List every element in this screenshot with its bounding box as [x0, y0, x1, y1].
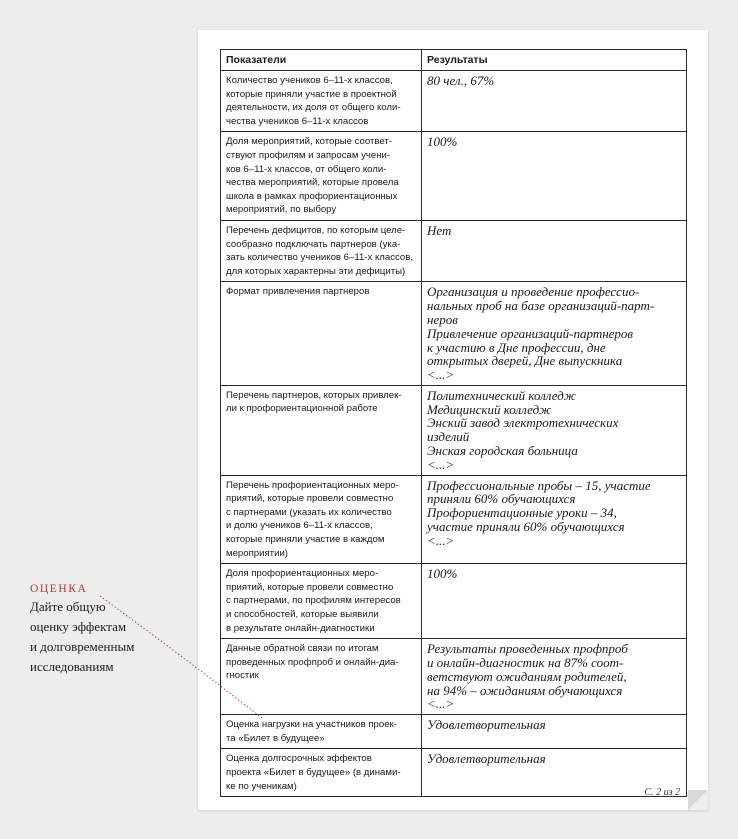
results-table: [220, 49, 687, 797]
page-corner-fold: [688, 790, 708, 810]
column-header-results: Результаты: [422, 50, 687, 71]
indicator-text: мероприятий, по выбору: [226, 204, 337, 216]
indicator-text: Перечень дефицитов, по которым целе-: [226, 224, 406, 236]
result-text: Привлечение организаций-партнеров: [427, 325, 634, 341]
table-header-row: [221, 50, 687, 71]
result-cell: [422, 475, 687, 564]
result-text: открытых дверей, Дне выпускника: [427, 353, 623, 369]
result-text: Энский завод электротехнических: [427, 415, 619, 431]
indicator-text: гностик: [226, 670, 259, 682]
result-text: Удовлетворительная: [427, 751, 546, 767]
sidenote-line: и долговременным: [30, 639, 135, 654]
indicator-text: с партнерами (указать их количество: [226, 506, 392, 518]
indicator-text: для которых характерны эти дефициты): [226, 265, 406, 277]
result-cell: [422, 71, 687, 132]
result-text: 80 чел., 67%: [427, 73, 495, 88]
indicator-text: приятий, которые провели совместно: [226, 581, 394, 593]
result-text: к участию в Дне профессии, дне: [427, 339, 606, 355]
indicator-cell: [221, 564, 422, 639]
result-text: Профориентационные уроки – 34,: [427, 505, 617, 521]
indicator-text: та «Билет в будущее»: [226, 732, 325, 744]
result-cell: [422, 639, 687, 715]
sidenote-line: Дайте общую: [30, 599, 106, 614]
table-row: [221, 282, 687, 386]
result-text: участие приняли 60% обучающихся: [427, 519, 625, 535]
table-row: [221, 132, 687, 221]
result-cell: [422, 385, 687, 475]
indicator-text: чества учеников 6–11-х классов: [226, 115, 369, 127]
result-text: 100%: [427, 134, 458, 150]
indicator-cell: [221, 475, 422, 564]
result-text: Политехнический колледж: [427, 387, 576, 403]
sidenote-title: ОЦЕНКА: [30, 583, 88, 595]
indicator-cell: [221, 385, 422, 475]
indicator-text: Перечень партнеров, которых привлек-: [226, 389, 402, 401]
indicator-text: Доля мероприятий, которые соответ-: [226, 136, 392, 148]
result-cell: [422, 220, 687, 281]
sidenote: [30, 583, 190, 677]
indicator-text: Доля профориентационных меро-: [226, 568, 379, 580]
table-row: [221, 71, 687, 132]
sidenote-line: исследованиям: [30, 659, 114, 674]
result-text: приняли 60% обучающихся: [427, 491, 576, 507]
result-text: <...>: [427, 456, 455, 472]
indicator-text: зать количество учеников 6–11-х классов,: [226, 252, 413, 264]
indicator-text: ке по ученикам): [226, 780, 297, 792]
indicator-text: школа в рамках профориентационных: [226, 190, 398, 202]
result-cell: [422, 715, 687, 749]
indicator-cell: [221, 639, 422, 715]
indicator-text: ствуют профилям и запросам учени-: [226, 149, 391, 161]
indicator-text: чества мероприятий, которые провела: [226, 177, 399, 189]
result-text: нальных проб на базе организаций-парт-: [427, 298, 655, 314]
table-row: [221, 475, 687, 564]
result-text: на 94% – ожиданиям обучающихся: [427, 682, 623, 698]
indicator-text: приятий, которые провели совместно: [226, 493, 394, 505]
indicator-cell: [221, 749, 422, 797]
indicator-text: и долю учеников 6–11-х классов,: [226, 520, 373, 532]
result-cell: [422, 282, 687, 386]
indicator-text: Перечень профориентационных меро-: [226, 479, 399, 491]
table-row: [221, 220, 687, 281]
table-body: [221, 71, 687, 797]
indicator-text: Оценка нагрузки на участников проек-: [226, 719, 397, 731]
table-row: [221, 564, 687, 639]
indicator-cell: [221, 132, 422, 221]
indicator-text: Формат привлечения партнеров: [226, 286, 370, 298]
table-row: [221, 639, 687, 715]
indicator-text: с партнерами, по профилям интересов: [226, 595, 401, 607]
indicator-text: проведенных профпроб и онлайн-диа-: [226, 656, 399, 668]
result-cell: [422, 132, 687, 221]
indicator-cell: [221, 220, 422, 281]
result-cell: [422, 564, 687, 639]
indicator-text: которые приняли участие в проектной: [226, 88, 397, 100]
result-text: <...>: [427, 367, 455, 383]
table-row: [221, 749, 687, 797]
indicator-cell: [221, 71, 422, 132]
page-number: С. 2 из 2: [644, 787, 680, 798]
indicator-text: ков 6–11-х классов, от общего коли-: [226, 163, 387, 175]
indicator-text: Оценка долгосрочных эффектов: [226, 753, 372, 765]
result-text: Результаты проведенных профпроб: [427, 641, 628, 657]
result-text: ветствуют ожиданиям родителей,: [427, 668, 627, 684]
indicator-text: деятельности, их доля от общего коли-: [226, 102, 401, 114]
indicator-text: Количество учеников 6–11-х классов,: [226, 75, 393, 86]
sidenote-line: оценку эффектам: [30, 619, 127, 634]
indicator-text: мероприятии): [226, 547, 288, 559]
result-text: Удовлетворительная: [427, 717, 546, 733]
table-row: [221, 385, 687, 475]
column-header-indicators: Показатели: [221, 50, 422, 71]
result-text: <...>: [427, 532, 455, 548]
indicator-text: которые приняли участие в каждом: [226, 534, 385, 546]
result-text: Профессиональные пробы – 15, участие: [427, 477, 651, 493]
indicator-text: проекта «Билет в будущее» (в динами-: [226, 766, 401, 778]
result-text: изделий: [427, 429, 470, 445]
result-text: Медицинский колледж: [427, 401, 552, 417]
indicator-text: и способностей, которые выявили: [226, 609, 379, 621]
result-text: неров: [427, 311, 458, 327]
result-text: и онлайн-диагностик на 87% соот-: [427, 655, 624, 670]
result-text: Организация и проведение профессио-: [427, 284, 640, 300]
indicator-text: ли к профориентационной работе: [226, 403, 378, 415]
result-text: 100%: [427, 566, 458, 582]
indicator-text: сообразно подключать партнеров (ука-: [226, 238, 401, 250]
indicator-text: Данные обратной связи по итогам: [226, 643, 379, 655]
result-text: Энская городская больница: [427, 443, 578, 459]
indicator-text: в результате онлайн-диагностики: [226, 622, 375, 634]
result-text: <...>: [427, 696, 455, 712]
result-text: Нет: [427, 222, 452, 238]
indicator-cell: [221, 282, 422, 386]
table-row: [221, 715, 687, 749]
indicator-cell: [221, 715, 422, 749]
